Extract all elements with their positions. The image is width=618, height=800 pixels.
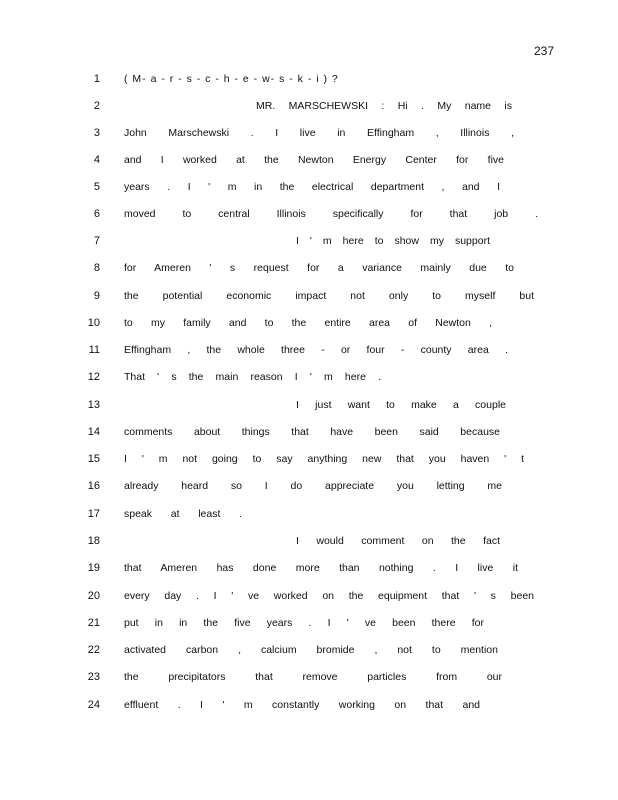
line-text: moved to central Illinois specifically for that job . (124, 208, 538, 220)
transcript-line (0, 615, 618, 631)
line-text: years . I ' m in the electrical department , and I (124, 181, 500, 193)
line-text: ( M- a - r - s - c - h - e - w- s - k - i ) ? (124, 73, 339, 85)
transcript-line (0, 152, 618, 168)
line-number: 10 (87, 317, 100, 329)
page-number: 237 (533, 44, 554, 58)
line-number: 13 (87, 399, 100, 411)
line-number: 18 (87, 535, 100, 547)
transcript-line (0, 642, 618, 658)
line-number: 11 (88, 344, 100, 356)
line-number: 9 (93, 290, 100, 302)
transcript-line (0, 697, 618, 713)
line-text: I would comment on the fact (296, 535, 500, 547)
transcript-line (0, 533, 618, 549)
line-text: put in in the five years . I ' ve been there for (124, 617, 484, 629)
line-number: 21 (87, 617, 100, 629)
transcript-line (0, 288, 618, 304)
line-number: 20 (87, 590, 100, 602)
line-number: 15 (87, 453, 100, 465)
line-text: that Ameren has done more than nothing . I live it (124, 562, 518, 574)
line-text: every day . I ' ve worked on the equipment that ' s been (124, 590, 534, 602)
line-number: 17 (87, 508, 100, 520)
line-number: 22 (87, 644, 100, 656)
line-number: 4 (93, 154, 100, 166)
transcript-line (0, 98, 618, 114)
line-number: 24 (87, 699, 100, 711)
line-number: 5 (93, 181, 100, 193)
line-number: 23 (87, 671, 100, 683)
line-number: 8 (93, 262, 100, 274)
line-text: John Marschewski . I live in Effingham , Illinois , (124, 127, 514, 139)
transcript-line (0, 260, 618, 276)
line-text: That ' s the main reason I ' m here . (124, 371, 381, 383)
transcript-line (0, 369, 618, 385)
line-number: 7 (93, 235, 100, 247)
transcript-line (0, 342, 618, 358)
line-text: I ' m not going to say anything new that you haven ' t (124, 453, 524, 465)
transcript-line (0, 397, 618, 413)
transcript-line (0, 669, 618, 685)
line-text: the potential economic impact not only to myself but (124, 290, 534, 302)
transcript-line (0, 588, 618, 604)
line-text: speak at least . (124, 508, 242, 520)
line-number: 14 (87, 426, 100, 438)
line-text: effluent . I ' m constantly working on that and (124, 699, 480, 711)
transcript-line (0, 478, 618, 494)
line-text: I just want to make a couple (296, 399, 506, 411)
line-number: 1 (93, 73, 100, 85)
transcript-line (0, 206, 618, 222)
line-text: Effingham , the whole three - or four - county area . (124, 344, 508, 356)
line-number: 6 (93, 208, 100, 220)
transcript-line (0, 424, 618, 440)
transcript-line (0, 506, 618, 522)
line-number: 19 (87, 562, 100, 574)
line-number: 12 (87, 371, 100, 383)
transcript-line (0, 179, 618, 195)
line-text: I ' m here to show my support (296, 235, 490, 247)
line-text: to my family and to the entire area of Newton , (124, 317, 492, 329)
line-number: 16 (87, 480, 100, 492)
line-text: comments about things that have been said because (124, 426, 500, 438)
line-text: MR. MARSCHEWSKI : Hi . My name is (256, 100, 512, 112)
line-text: already heard so I do appreciate you letting me (124, 480, 502, 492)
transcript-line (0, 233, 618, 249)
line-number: 2 (93, 100, 100, 112)
line-text: and I worked at the Newton Energy Center for five (124, 154, 504, 166)
line-text: activated carbon , calcium bromide , not to mention (124, 644, 498, 656)
line-text: the precipitators that remove particles from our (124, 671, 502, 683)
transcript-line (0, 125, 618, 141)
transcript-line (0, 315, 618, 331)
line-number: 3 (93, 127, 100, 139)
line-text: for Ameren ' s request for a variance mainly due to (124, 262, 514, 274)
transcript-line (0, 560, 618, 576)
transcript-line (0, 451, 618, 467)
transcript-line (0, 71, 618, 87)
